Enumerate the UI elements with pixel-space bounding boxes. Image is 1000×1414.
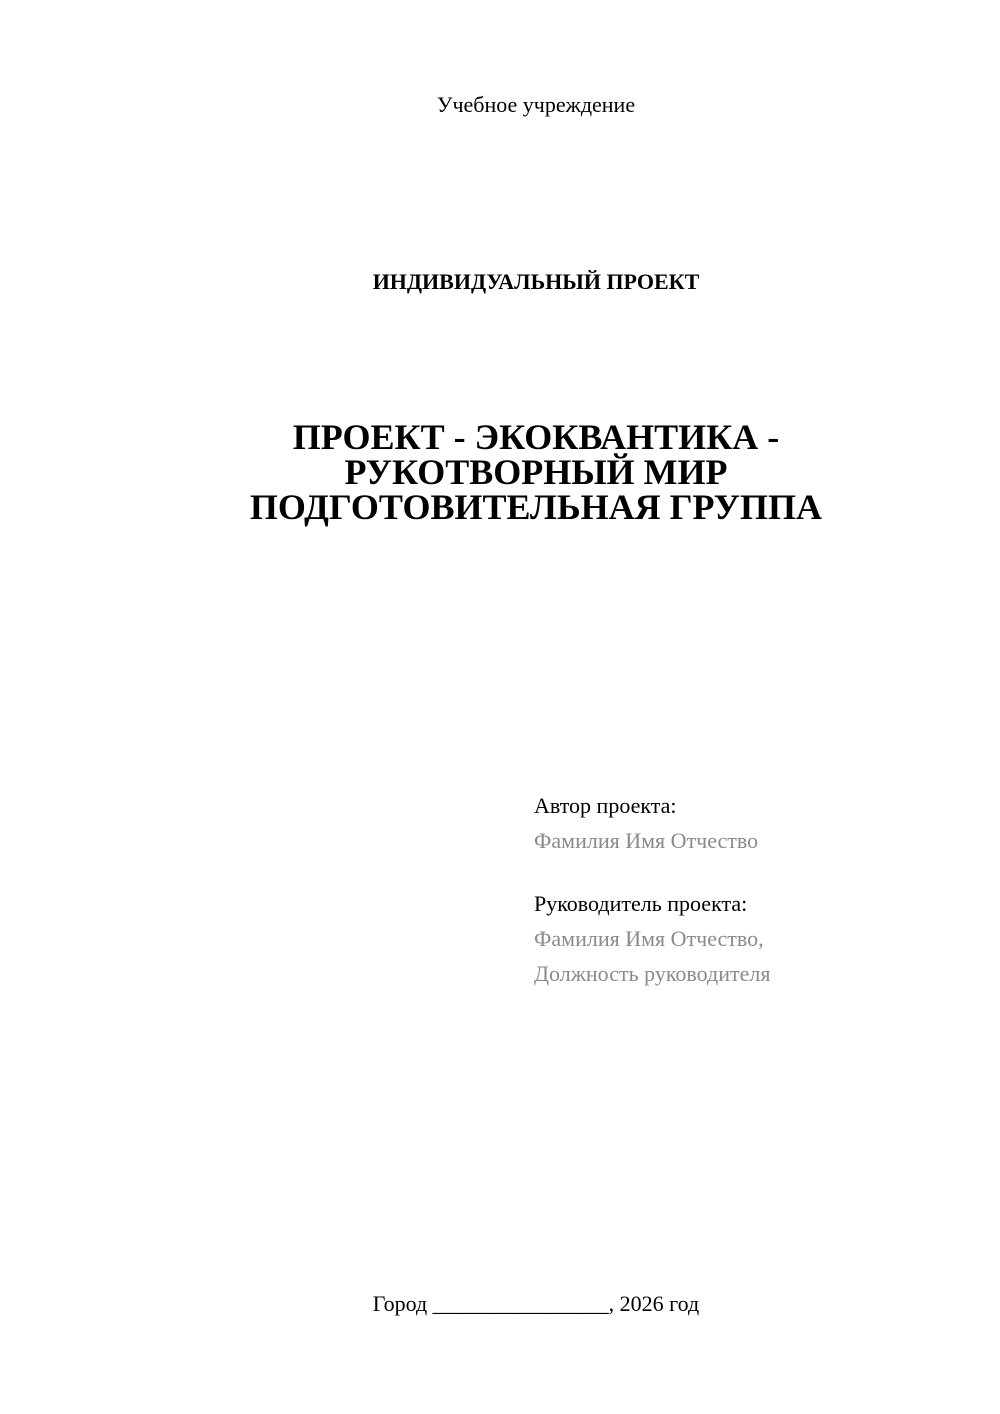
credits-block [534, 788, 974, 991]
document-type: ИНДИВИДУАЛЬНЫЙ ПРОЕКТ [372, 269, 700, 294]
project-title-line-2: РУКОТВОРНЫЙ МИР [344, 452, 728, 492]
project-title-line-3: ПОДГОТОВИТЕЛЬНАЯ ГРУППА [249, 487, 823, 527]
city-year-line: Город ________________, 2026 год [372, 1291, 700, 1316]
credits-spacer [534, 858, 974, 886]
supervisor-name: Фамилия Имя Отчество, [534, 926, 764, 951]
project-title [0, 417, 1000, 527]
project-title-line-1: ПРОЕКТ - ЭКОКВАНТИКА - [292, 417, 780, 457]
supervisor-label: Руководитель проекта: [534, 891, 748, 916]
author-name: Фамилия Имя Отчество [534, 828, 759, 853]
author-label: Автор проекта: [534, 793, 677, 818]
institution-name: Учебное учреждение [436, 92, 636, 117]
supervisor-position: Должность руководителя [534, 961, 771, 986]
